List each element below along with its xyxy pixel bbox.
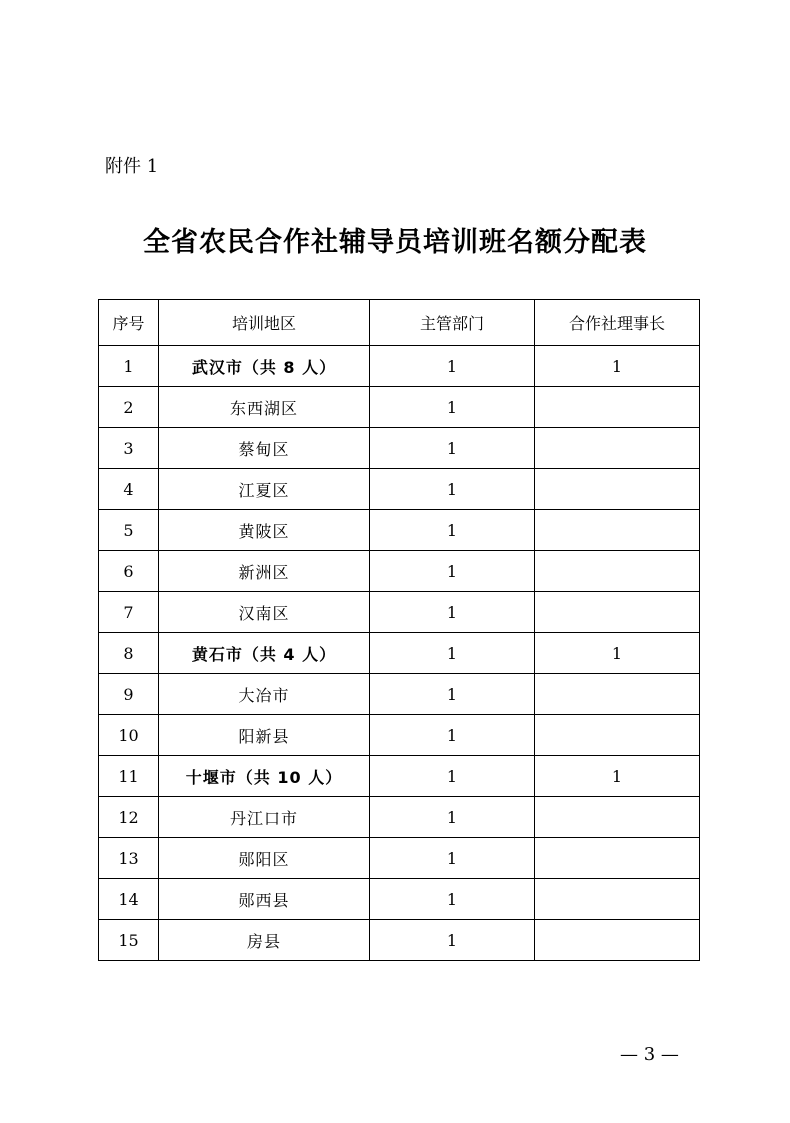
header-dept: 主管部门 xyxy=(370,300,535,346)
cell-chair xyxy=(535,551,700,592)
cell-dept: 1 xyxy=(370,633,535,674)
cell-chair xyxy=(535,879,700,920)
table-row xyxy=(99,756,700,797)
cell-dept: 1 xyxy=(370,469,535,510)
cell-index: 12 xyxy=(99,797,159,838)
table-row xyxy=(99,879,700,920)
table-row xyxy=(99,428,700,469)
cell-chair xyxy=(535,715,700,756)
cell-chair xyxy=(535,469,700,510)
cell-dept: 1 xyxy=(370,428,535,469)
cell-index: 7 xyxy=(99,592,159,633)
cell-chair: 1 xyxy=(535,756,700,797)
header-area: 培训地区 xyxy=(159,300,370,346)
cell-index: 13 xyxy=(99,838,159,879)
cell-dept: 1 xyxy=(370,510,535,551)
cell-index: 14 xyxy=(99,879,159,920)
cell-area: 黄陂区 xyxy=(159,510,370,551)
table-row xyxy=(99,797,700,838)
table-row xyxy=(99,387,700,428)
table-row xyxy=(99,920,700,961)
cell-chair xyxy=(535,428,700,469)
cell-area: 阳新县 xyxy=(159,715,370,756)
cell-dept: 1 xyxy=(370,756,535,797)
header-index: 序号 xyxy=(99,300,159,346)
table-row xyxy=(99,674,700,715)
cell-index: 8 xyxy=(99,633,159,674)
header-chair: 合作社理事长 xyxy=(535,300,700,346)
cell-chair xyxy=(535,387,700,428)
cell-chair xyxy=(535,592,700,633)
cell-dept: 1 xyxy=(370,551,535,592)
table-row xyxy=(99,510,700,551)
cell-dept: 1 xyxy=(370,592,535,633)
cell-index: 11 xyxy=(99,756,159,797)
table-row xyxy=(99,715,700,756)
cell-index: 15 xyxy=(99,920,159,961)
cell-area: 黄石市（共 4 人） xyxy=(159,633,370,674)
cell-index: 4 xyxy=(99,469,159,510)
table-row xyxy=(99,346,700,387)
cell-area: 东西湖区 xyxy=(159,387,370,428)
table-row xyxy=(99,592,700,633)
cell-index: 3 xyxy=(99,428,159,469)
cell-dept: 1 xyxy=(370,879,535,920)
cell-dept: 1 xyxy=(370,715,535,756)
cell-index: 10 xyxy=(99,715,159,756)
cell-dept: 1 xyxy=(370,920,535,961)
table-row xyxy=(99,469,700,510)
cell-chair xyxy=(535,510,700,551)
page-number: — 3 — xyxy=(620,1044,679,1065)
quota-table xyxy=(98,299,700,961)
cell-dept: 1 xyxy=(370,838,535,879)
cell-area: 丹江口市 xyxy=(159,797,370,838)
table-row xyxy=(99,551,700,592)
cell-area: 江夏区 xyxy=(159,469,370,510)
cell-chair: 1 xyxy=(535,633,700,674)
cell-area: 房县 xyxy=(159,920,370,961)
cell-area: 郧西县 xyxy=(159,879,370,920)
cell-index: 1 xyxy=(99,346,159,387)
cell-index: 2 xyxy=(99,387,159,428)
cell-dept: 1 xyxy=(370,674,535,715)
table-row xyxy=(99,633,700,674)
cell-dept: 1 xyxy=(370,387,535,428)
cell-area: 武汉市（共 8 人） xyxy=(159,346,370,387)
cell-area: 新洲区 xyxy=(159,551,370,592)
cell-dept: 1 xyxy=(370,797,535,838)
cell-index: 9 xyxy=(99,674,159,715)
cell-area: 蔡甸区 xyxy=(159,428,370,469)
cell-chair xyxy=(535,838,700,879)
cell-chair: 1 xyxy=(535,346,700,387)
page-title: 全省农民合作社辅导员培训班名额分配表 xyxy=(143,227,647,258)
cell-area: 郧阳区 xyxy=(159,838,370,879)
attachment-label: 附件 1 xyxy=(105,156,159,177)
cell-chair xyxy=(535,674,700,715)
cell-area: 十堰市（共 10 人） xyxy=(159,756,370,797)
table-row xyxy=(99,838,700,879)
cell-index: 5 xyxy=(99,510,159,551)
cell-chair xyxy=(535,920,700,961)
cell-dept: 1 xyxy=(370,346,535,387)
cell-index: 6 xyxy=(99,551,159,592)
table-header-row xyxy=(99,300,700,346)
cell-area: 大冶市 xyxy=(159,674,370,715)
cell-chair xyxy=(535,797,700,838)
cell-area: 汉南区 xyxy=(159,592,370,633)
